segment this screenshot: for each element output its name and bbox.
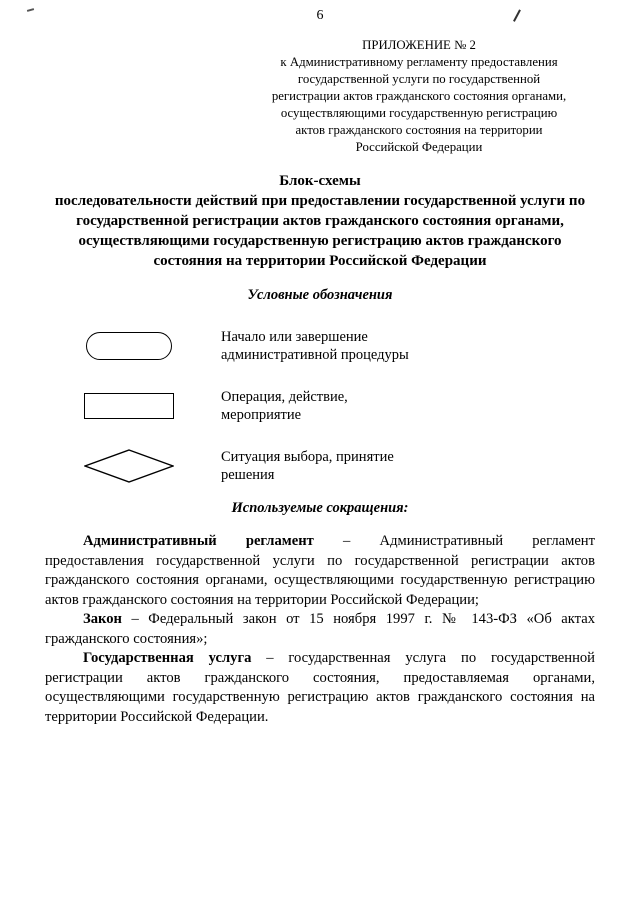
abbreviation-gos-usluga [45, 649, 595, 727]
abbreviation-zakon [45, 610, 595, 649]
shape-cell [63, 449, 195, 483]
title-main: Блок-схемы [279, 173, 361, 189]
legend-item-start-end [45, 328, 595, 364]
rectangle-shape [84, 393, 174, 419]
document-title [45, 171, 595, 271]
stadium-shape [86, 332, 172, 360]
diamond-shape [84, 449, 174, 483]
abbreviation-text: – Федеральный закон от 15 ноября 1997 г. № 143-ФЗ «Об актах гражданского состояния»; [45, 611, 595, 647]
title-subtitle: последовательности действий при предоставлении государственной услуги по государственной регистрации актов гражданского состояния органами, осуществляющими государственную регистрацию актов гражданского состояния на территории Российской Федерации [54, 193, 586, 269]
abbreviations-block [45, 532, 595, 727]
abbreviation-text: – Административный регламент предоставления государственной услуги по государственной регистрации актов гражданского состояния органами, осуществляющими государственную регистрацию актов гражданского состояния на территории Российской Федерации; [45, 533, 595, 608]
page-number: 6 [316, 8, 324, 23]
abbreviations-heading: Используемые сокращения: [231, 500, 409, 516]
shape-cell [63, 332, 195, 360]
abbreviation-admin-reglament [45, 532, 595, 610]
appendix-header [243, 37, 595, 156]
header-line: Российской Федерации [355, 140, 483, 154]
header-line: государственной услуги по государственной [297, 72, 541, 86]
legend-item-operation [45, 388, 595, 424]
abbreviation-term: Государственная услуга [83, 650, 252, 666]
legend-label-operation: Операция, действие, мероприятие [221, 389, 348, 423]
header-line: актов гражданского состояния на территории [295, 123, 543, 137]
abbreviation-term: Административный регламент [83, 533, 314, 549]
header-line: к Административному регламенту предоставления [280, 55, 558, 69]
shape-cell [63, 393, 195, 419]
header-line: осуществляющими государственную регистрацию [280, 106, 558, 120]
header-line: регистрации актов гражданского состояния органами, [271, 89, 567, 103]
abbreviation-term: Закон [83, 611, 122, 627]
legend-label-start-end: Начало или завершение административной процедуры [221, 329, 409, 363]
legend-label-decision: Ситуация выбора, принятие решения [221, 449, 394, 483]
header-line: ПРИЛОЖЕНИЕ № 2 [362, 38, 476, 52]
legend-item-decision [45, 448, 595, 484]
abbreviation-text: – государственная услуга по государственной регистрации актов гражданского состояния, предоставляемая органами, осуществляющими государственную регистрацию актов гражданского состояния на территории Российской Федерации. [45, 650, 595, 725]
legend-heading: Условные обозначения [247, 287, 393, 303]
legend [45, 328, 595, 484]
